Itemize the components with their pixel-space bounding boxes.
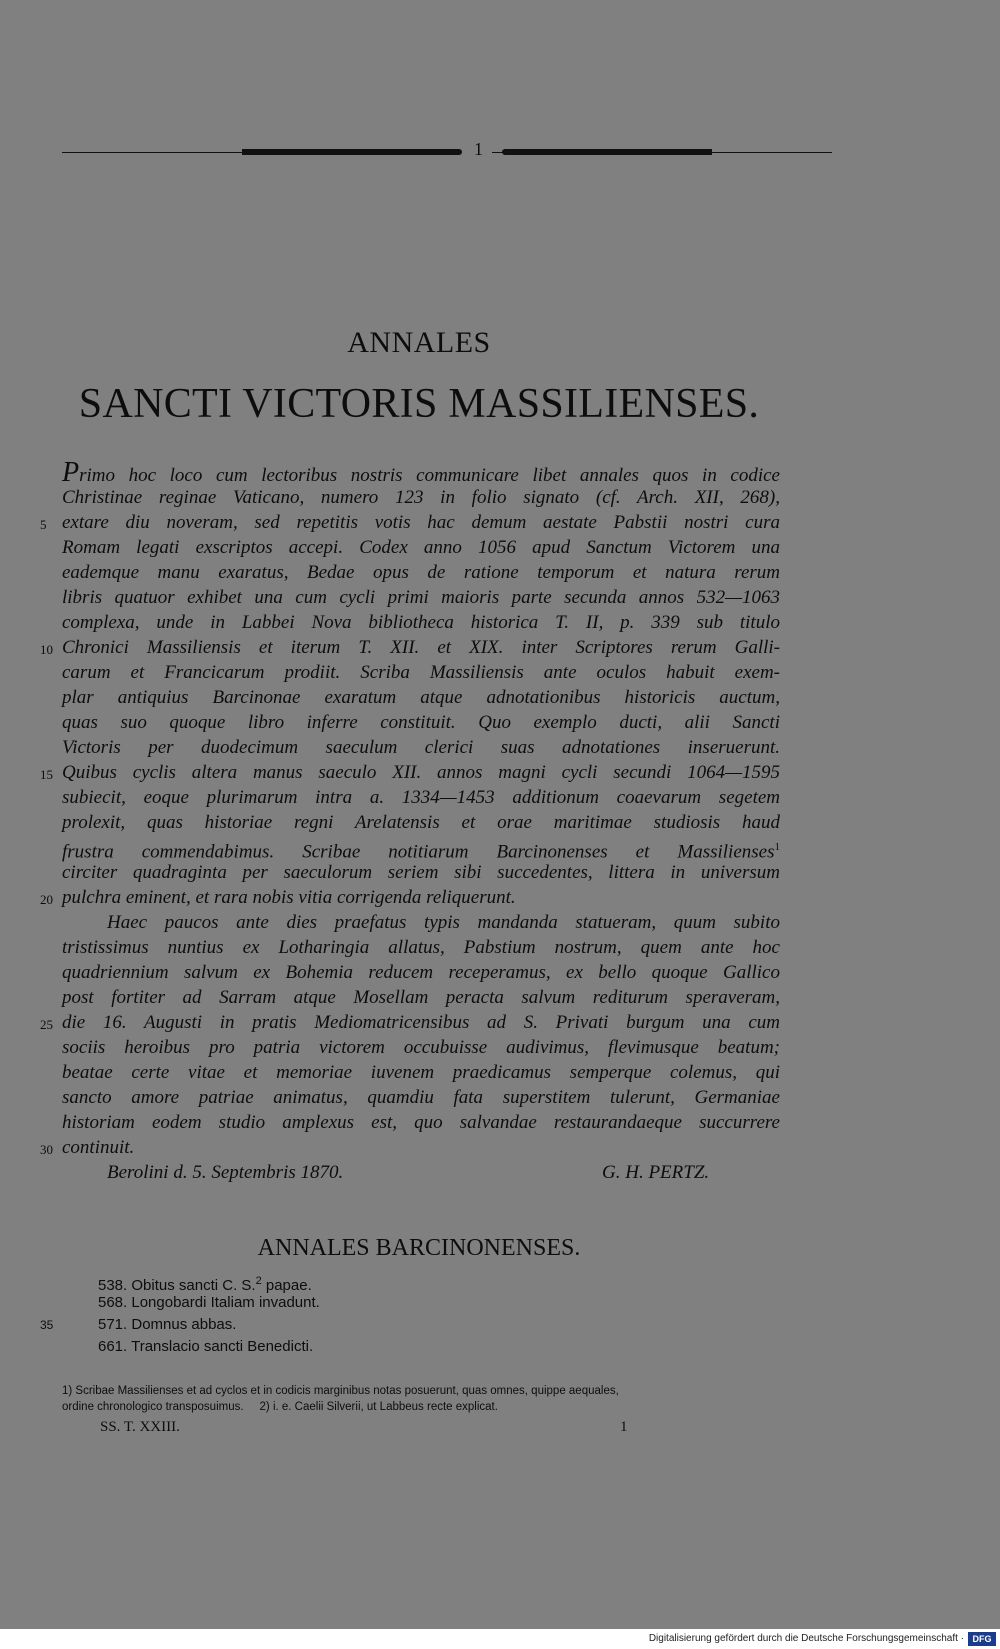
footnote-line-2: ordine chronologico transposuimus. 2) i. e. Caelii Silverii, ut Labbeus recte explicat. xyxy=(62,1401,498,1413)
title-line-1: ANNALES xyxy=(347,326,491,359)
dfg-funding-bar xyxy=(0,1629,1000,1649)
line-text: frustra commendabimus. Scribae notitiarum Barcinonenses et Massilienses xyxy=(62,841,775,863)
page-header-rule xyxy=(62,139,770,165)
dfg-funding-text: Digitalisierung gefördert durch die Deutsche Forschungsgemeinschaft · xyxy=(648,1633,964,1644)
footnote-ref: 2 xyxy=(255,1275,262,1287)
section-title: ANNALES BARCINONENSES. xyxy=(257,1235,581,1261)
line-text: Chronici Massiliensis et iterum T. XII. et XIX. inter Scriptores rerum Galli- xyxy=(62,637,780,658)
line-number: 10 xyxy=(40,642,53,657)
line-number: 5 xyxy=(40,517,47,532)
text-line xyxy=(62,835,780,863)
line-text: Haec paucos ante dies praefatus typis mandanda statueram, quum subito xyxy=(107,912,780,933)
text-line xyxy=(62,710,780,735)
text-line xyxy=(62,735,780,760)
text-line xyxy=(40,635,780,660)
text-line xyxy=(62,485,780,510)
line-number: 25 xyxy=(40,1017,53,1032)
line-text: sociis heroibus pro patria victorem occubuisse audivimus, flevimusque beatum; xyxy=(62,1037,780,1058)
line-text: Quibus cyclis altera manus saeculo XII. annos magni cycli secundi 1064—1595 xyxy=(62,762,780,783)
line-text: eademque manu exaratus, Bedae opus de ratione temporum et natura rerum xyxy=(62,562,780,583)
text-line xyxy=(62,960,780,985)
text-line xyxy=(62,785,780,810)
text-line xyxy=(62,585,780,610)
text-line xyxy=(40,1135,780,1160)
line-text: Victoris per duodecimum saeculum clerici suas adnotationes inseruerunt. xyxy=(62,737,780,758)
entry-text: 538. Obitus sancti C. S. xyxy=(98,1277,256,1294)
text-line xyxy=(62,860,780,885)
line-text: tristissimus nuntius ex Lotharingia allatus, Pabstium nostrum, quem ante hoc xyxy=(62,937,780,958)
line-text: prolexit, quas historiae regni Arelatensis et orae maritimae studiosis haud xyxy=(62,812,780,833)
text-line xyxy=(62,985,780,1010)
volume-mark: SS. T. XXIII. xyxy=(100,1419,180,1435)
entry-text: 571. Domnus abbas. xyxy=(98,1316,237,1333)
line-text: quadriennium salvum ex Bohemia reducem receperamus, ex bello quoque Gallico xyxy=(62,962,780,983)
entry-text-cont: papae. xyxy=(261,1277,312,1294)
line-text: post fortiter ad Sarram atque Mosellam peracta salvum rediturum speraveram, xyxy=(62,987,780,1008)
entry-text: 568. Longobardi Italiam invadunt. xyxy=(98,1294,320,1311)
text-line xyxy=(40,510,780,535)
line-number: 20 xyxy=(40,892,53,907)
header-ornament-right xyxy=(502,149,712,155)
line-number: 15 xyxy=(40,767,53,782)
footnotes xyxy=(62,1383,780,1415)
preface-text xyxy=(40,457,780,1185)
line-text: carum et Francicarum prodiit. Scriba Massiliensis ante oculos habuit exem- xyxy=(62,662,780,683)
signature-author: G. H. PERTZ. xyxy=(602,1162,710,1183)
drop-cap: P xyxy=(62,457,80,488)
line-text: Romam legati exscriptos accepi. Codex anno 1056 apud Sanctum Victorem una xyxy=(62,537,780,558)
text-line xyxy=(62,660,780,685)
line-text: beatae certe vitae et memoriae iuvenem praedicamus semperque colemus, qui xyxy=(62,1062,780,1083)
signature-mark xyxy=(100,1419,680,1436)
text-line xyxy=(40,1010,780,1035)
text-line xyxy=(62,1110,780,1135)
text-line xyxy=(62,1085,780,1110)
line-text: complexa, unde in Labbei Nova bibliotheca historica T. II, p. 339 sub titulo xyxy=(62,612,780,633)
text-line xyxy=(62,457,780,488)
line-number: 30 xyxy=(40,1142,53,1157)
dfg-logo: DFG xyxy=(968,1632,996,1646)
line-text: continuit. xyxy=(62,1137,135,1158)
text-line xyxy=(62,535,780,560)
text-line xyxy=(62,560,780,585)
annal-entry xyxy=(62,1292,762,1314)
line-text: historiam eodem studio amplexus est, quo salvandae restaurandaeque succurrere xyxy=(62,1112,780,1133)
text-line xyxy=(62,685,780,710)
text-line xyxy=(62,935,780,960)
text-line xyxy=(62,910,780,935)
text-line xyxy=(62,810,780,835)
text-line xyxy=(62,1035,780,1060)
line-text: sancto amore patriae animatus, quamdiu fata superstitem tulerunt, Germaniae xyxy=(62,1087,780,1108)
footnote-line-1: 1) Scribae Massilienses et ad cyclos et in codicis marginibus notas posuerunt, quas omnes, quippe aequales, xyxy=(62,1385,619,1397)
annal-entry xyxy=(62,1336,762,1358)
text-line xyxy=(40,760,780,785)
line-text: plar antiquius Barcinonae exaratum atque adnotationibus historicis auctum, xyxy=(62,687,780,708)
header-ornament-left xyxy=(242,149,462,155)
line-text: die 16. Augusti in pratis Mediomatricensibus ad S. Privati burgum una cum xyxy=(62,1012,780,1033)
footnote-ref: 1 xyxy=(774,841,780,853)
annals-entries xyxy=(40,1270,762,1358)
line-text: quas suo quoque libro inferre constituit. Quo exemplo ducti, alii Sancti xyxy=(62,712,780,733)
annal-entry xyxy=(62,1270,762,1292)
text-line xyxy=(62,1060,780,1085)
line-text: Christinae reginae Vaticano, numero 123 in folio signato (cf. Arch. XII, 268), xyxy=(62,487,780,508)
line-text: libris quatuor exhibet una cum cycli primi maioris parte secunda annos 532—1063 xyxy=(62,587,780,608)
text-line xyxy=(40,885,780,910)
sheet-number: 1 xyxy=(620,1419,628,1435)
signature-place: Berolini d. 5. Septembris 1870. xyxy=(107,1162,344,1183)
line-text: subiecit, eoque plurimarum intra a. 1334—1453 additionum coaevarum segetem xyxy=(62,787,780,808)
line-text: rimo hoc loco cum lectoribus nostris communicare libet annales quos in codice xyxy=(79,465,780,486)
entry-text: 661. Translacio sancti Benedicti. xyxy=(98,1338,314,1355)
page-number: 1 xyxy=(474,139,483,159)
line-number: 35 xyxy=(40,1318,54,1332)
line-text: pulchra eminent, et rara nobis vitia corrigenda reliquerunt. xyxy=(62,887,516,908)
line-text: circiter quadraginta per saeculorum seriem sibi succedentes, littera in universum xyxy=(62,862,780,883)
title-line-2: SANCTI VICTORIS MASSILIENSES. xyxy=(78,381,760,427)
text-line xyxy=(62,610,780,635)
line-text: extare diu noveram, sed repetitis votis hac demum aestate Pabstii nostri cura xyxy=(62,512,780,533)
signature xyxy=(62,1160,780,1185)
annal-entry xyxy=(40,1314,762,1336)
